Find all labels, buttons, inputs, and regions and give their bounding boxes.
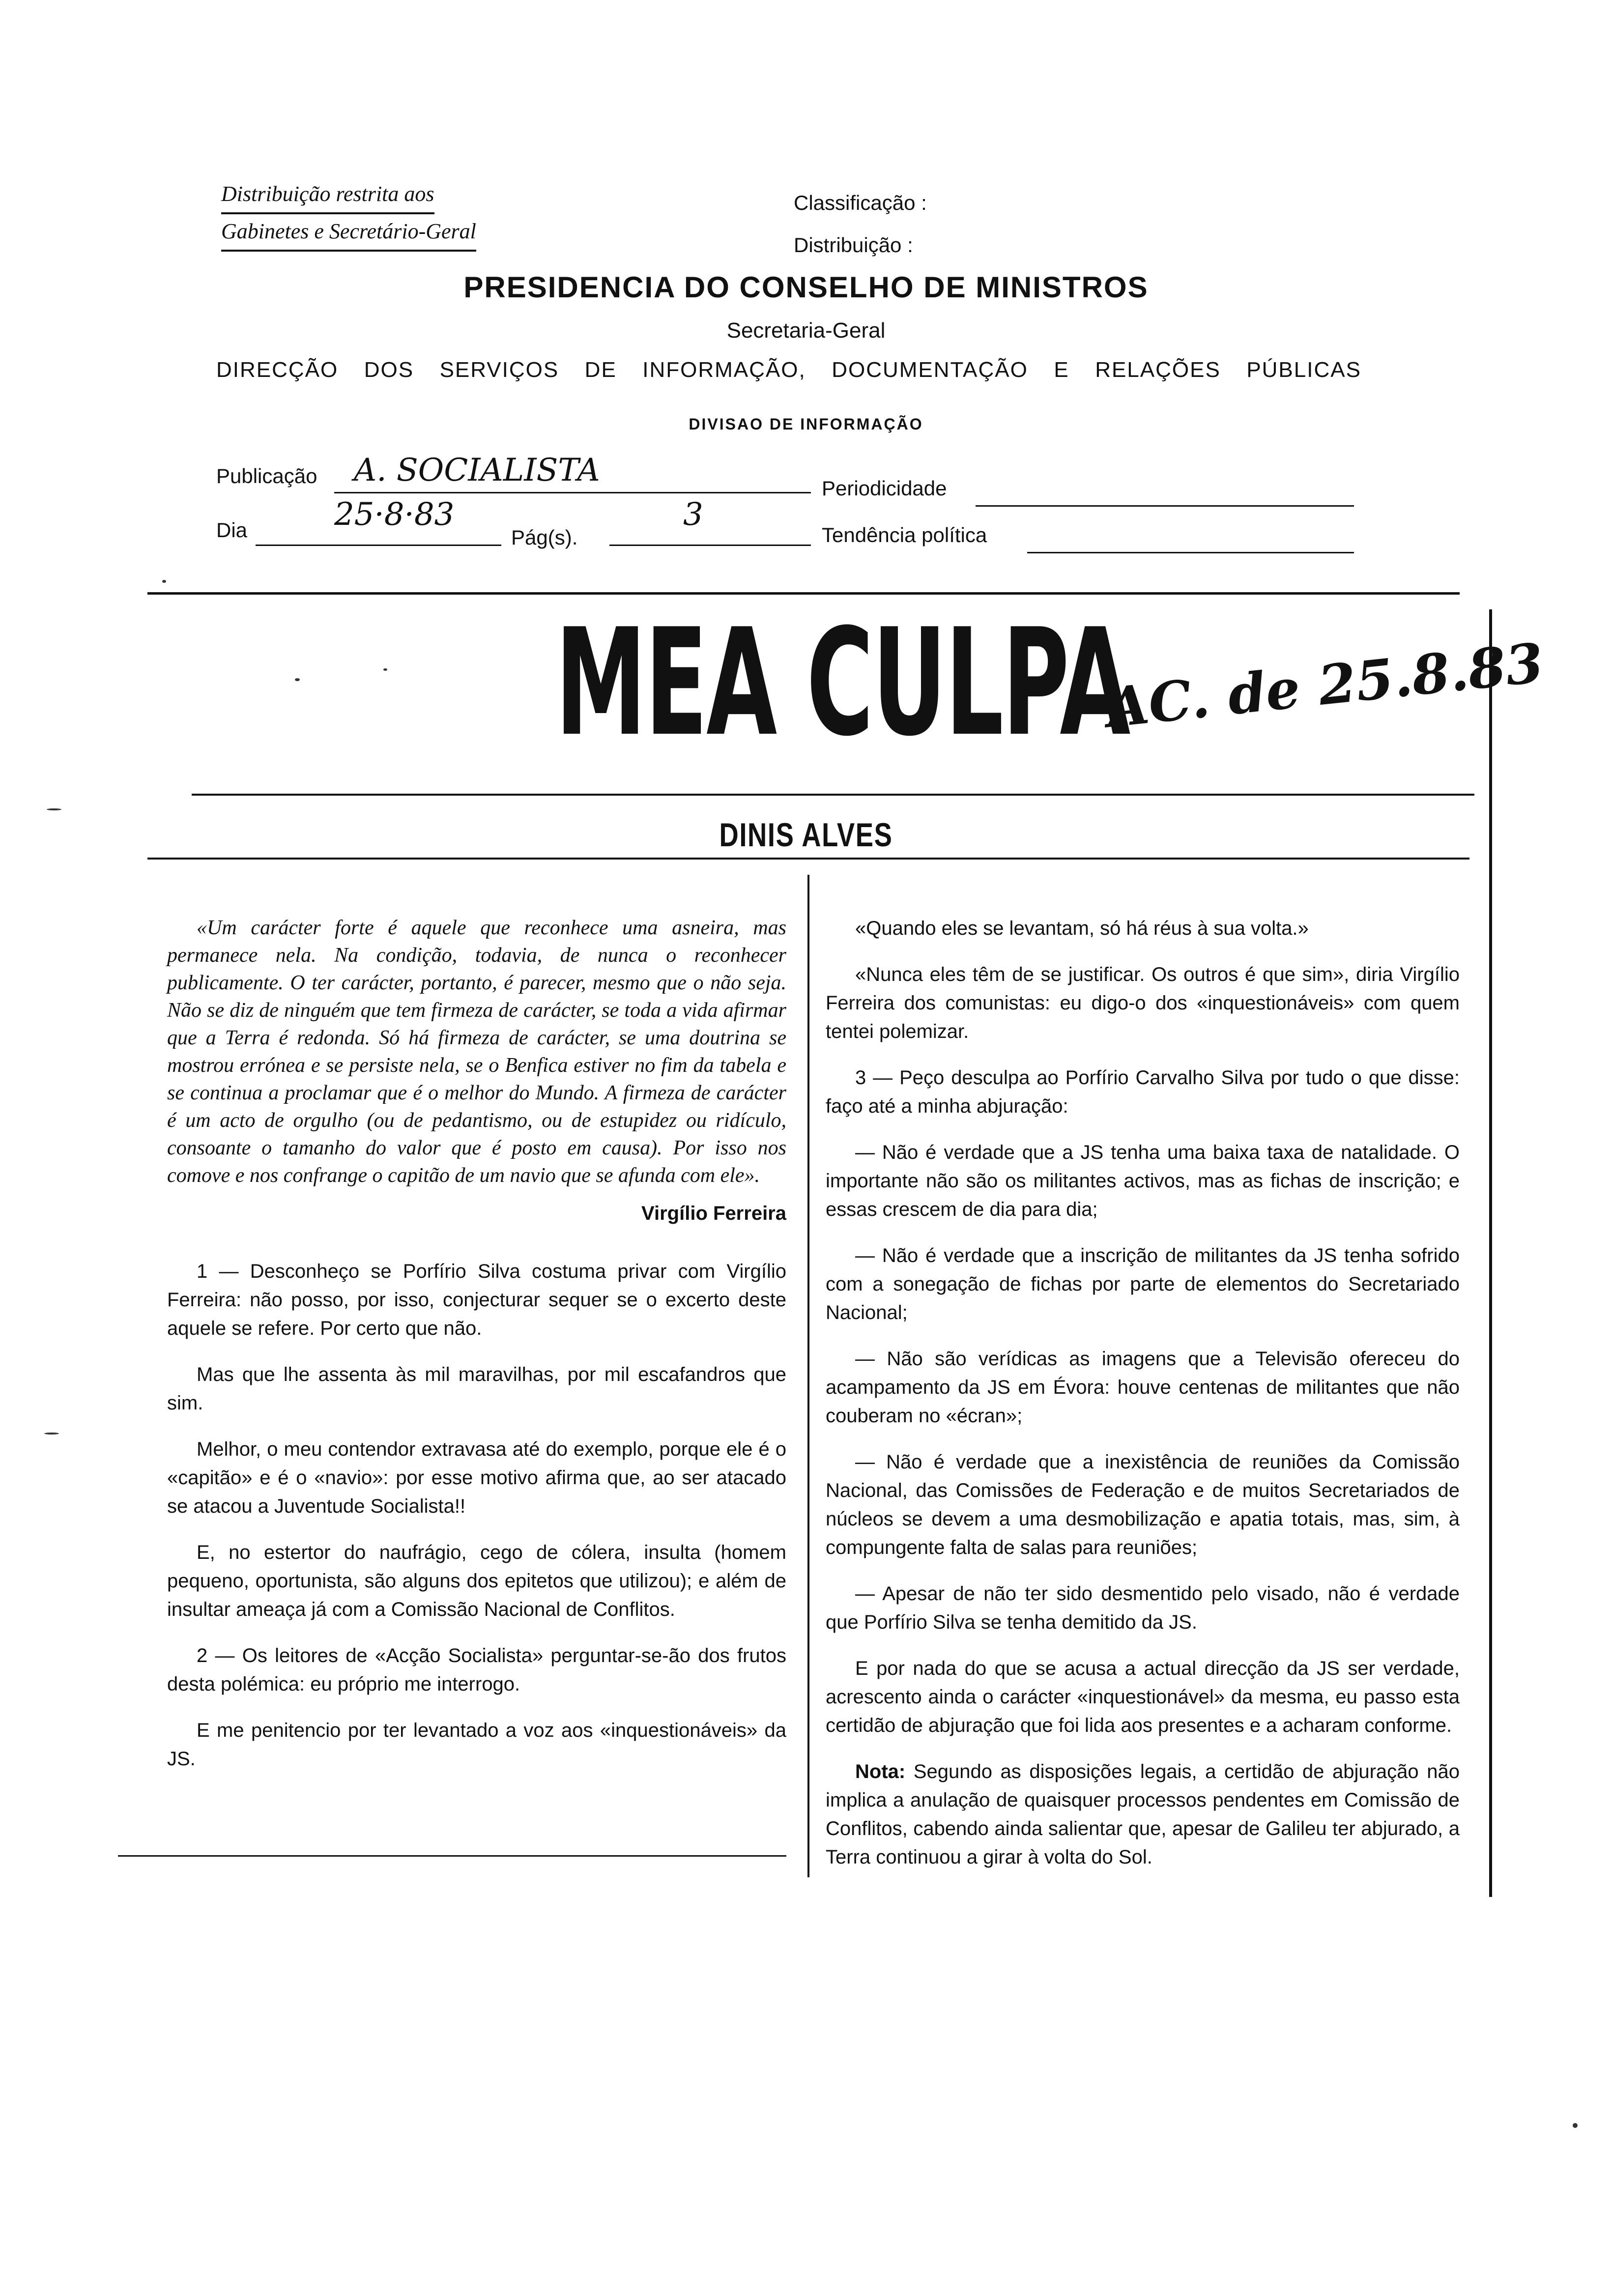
epigraph-author: Virgílio Ferreira [641, 1203, 786, 1224]
left-column [167, 914, 786, 1791]
direccao-word: E [1054, 358, 1069, 382]
scan-speck [383, 668, 387, 671]
right-border [1489, 609, 1492, 1897]
scan-speck [44, 1433, 59, 1435]
direccao-word: DIRECÇÃO [216, 358, 339, 382]
distribution-note [221, 177, 476, 252]
article-title: MEA CULPA [555, 597, 1129, 769]
paragraph: Mas que lhe assenta às mil maravilhas, por mil escafandros que sim. [167, 1364, 786, 1414]
classificacao-label: Classificação : [794, 191, 927, 214]
periodicidade-label: Periodicidade [822, 477, 947, 500]
top-rule [147, 592, 1460, 595]
epigraph: «Um carácter forte é aquele que reconhece uma asneira, mas permanece nela. Na condição, todavia, de nunca o reconhecer publicamente. O ter carácter, portanto, é parecer, mesmo que o não seja. Não se diz de ninguém que tem firmeza de carácter, se toda a vida afirmar que a Terra é redonda. Só há firmeza de carácter, se uma doutrina se mostrou errónea e se persiste nela, se o Benfica estiver no fim da tabela e se continua a proclamar que é o melhor do Mundo. A firmeza de carácter é um acto de orgulho (ou de pedantismo, ou de estupidez ou ridículo, consoante o tamanho do valor que é posto em causa). Por isso nos comove e nos confrange o capitão de um navio que se afunda com ele». [167, 917, 786, 1187]
tendencia-label: Tendência política [822, 523, 987, 546]
publicacao-value: A. SOCIALISTA [354, 452, 600, 488]
secretaria-title: Secretaria-Geral [726, 318, 886, 343]
publicacao-label: Publicação [216, 464, 317, 488]
tendencia-underline [1027, 523, 1354, 553]
scan-speck [162, 580, 166, 583]
paragraph: E me penitencio por ter levantado a voz aos «inquestionáveis» da JS. [167, 1720, 786, 1770]
pags-label: Pág(s). [511, 526, 578, 549]
paragraph: E, no estertor do naufrágio, cego de cólera, insulta (homem pequeno, oportunista, são alguns dos epitetos que utilizou); e além de insultar ameaça já com a Comissão Nacional de Conflitos. [167, 1542, 786, 1620]
paragraph: «Nunca eles têm de se justificar. Os outros é que sim», diria Virgílio Ferreira dos comunistas: eu digo-o dos «inquestionáveis» com quem tentei polemizar. [826, 964, 1460, 1042]
distribution-line-1: Distribuição restrita aos [221, 177, 434, 214]
note [826, 1757, 1460, 1871]
column-divider [807, 875, 809, 1877]
direccao-word: DOS [364, 358, 414, 382]
paragraph: 2 — Os leitores de «Acção Socialista» perguntar-se-ão dos frutos desta polémica: eu próprio me interrogo. [167, 1645, 786, 1695]
direccao-title [216, 358, 1361, 382]
title-rule [192, 794, 1474, 796]
classification-block [794, 182, 927, 266]
scan-speck [1573, 2123, 1578, 2128]
dia-value: 25·8·83 [334, 496, 455, 533]
pags-value: 3 [683, 496, 703, 533]
bottom-rule [118, 1855, 786, 1857]
paragraph: 3 — Peço desculpa ao Porfírio Carvalho Silva por tudo o que disse: faço até a minha abjuração: [826, 1067, 1460, 1117]
direccao-word: DOCUMENTAÇÃO [832, 358, 1028, 382]
paragraph: — Apesar de não ter sido desmentido pelo visado, não é verdade que Porfírio Silva se tenha demitido da JS. [826, 1583, 1460, 1633]
paragraph: — Não é verdade que a inexistência de reuniões da Comissão Nacional, das Comissões de Federação e de muitos Secretariados de núcleos se devem a uma desmobilização e apatia totais, mas, sim, à compungente falta de salas para reuniões; [826, 1451, 1460, 1558]
paragraph: Melhor, o meu contendor extravasa até do exemplo, porque ele é o «capitão» e é o «navio»: por esse motivo afirma que, ao ser atacado se atacou a Juventude Socialista!! [167, 1438, 786, 1517]
note-text: Segundo as disposições legais, a certidão de abjuração não implica a anulação de quaisquer processos pendentes em Comissão de Conflitos, cabendo ainda salientar que, apesar de Galileu ter abjurado, a Terra continuou a girar à volta do Sol. [826, 1761, 1460, 1868]
article-author: DINIS ALVES [719, 816, 893, 854]
direccao-word: SERVIÇOS [439, 358, 559, 382]
dia-label: Dia [216, 518, 248, 542]
note-label: Nota: [855, 1761, 906, 1782]
distribution-line-2: Gabinetes e Secretário-Geral [221, 214, 476, 252]
pags-underline [609, 516, 811, 546]
paragraph: «Quando eles se levantam, só há réus à sua volta.» [855, 918, 1309, 939]
direccao-word: PÚBLICAS [1246, 358, 1361, 382]
paragraph: 1 — Desconheço se Porfírio Silva costuma privar com Virgílio Ferreira: não posso, por isso, conjecturar sequer se o excerto deste aquele se refere. Por certo que não. [167, 1261, 786, 1339]
direccao-word: RELAÇÕES [1095, 358, 1221, 382]
periodicidade-underline [976, 477, 1354, 507]
direccao-word: DE [584, 358, 617, 382]
divisao-title: DIVISAO DE INFORMAÇÃO [689, 415, 923, 433]
handwritten-annotation: AC. de 25.8.83 [1103, 631, 1547, 740]
paragraph: E por nada do que se acusa a actual direcção da JS ser verdade, acrescento ainda o carácter «inquestionável» da mesma, eu passo esta certidão de abjuração que foi lida aos presentes e a acharam conforme. [826, 1658, 1460, 1736]
institution-title: PRESIDENCIA DO CONSELHO DE MINISTROS [463, 271, 1149, 304]
paragraph: — Não são verídicas as imagens que a Televisão ofereceu do acampamento da JS em Évora: houve centenas de militantes que não couberam no «écran»; [826, 1348, 1460, 1427]
author-rule [147, 858, 1469, 860]
scan-speck [47, 808, 61, 810]
right-column [826, 914, 1460, 1889]
paragraph: — Não é verdade que a inscrição de militantes da JS tenha sofrido com a sonegação de fichas por parte de elementos do Secretariado Nacional; [826, 1245, 1460, 1323]
scan-speck [295, 678, 300, 681]
distribuicao-label: Distribuição : [794, 233, 913, 257]
paragraph: — Não é verdade que a JS tenha uma baixa taxa de natalidade. O importante não são os militantes activos, mas as fichas de inscrição; e essas crescem de dia para dia; [826, 1142, 1460, 1220]
direccao-word: INFORMAÇÃO, [642, 358, 806, 382]
